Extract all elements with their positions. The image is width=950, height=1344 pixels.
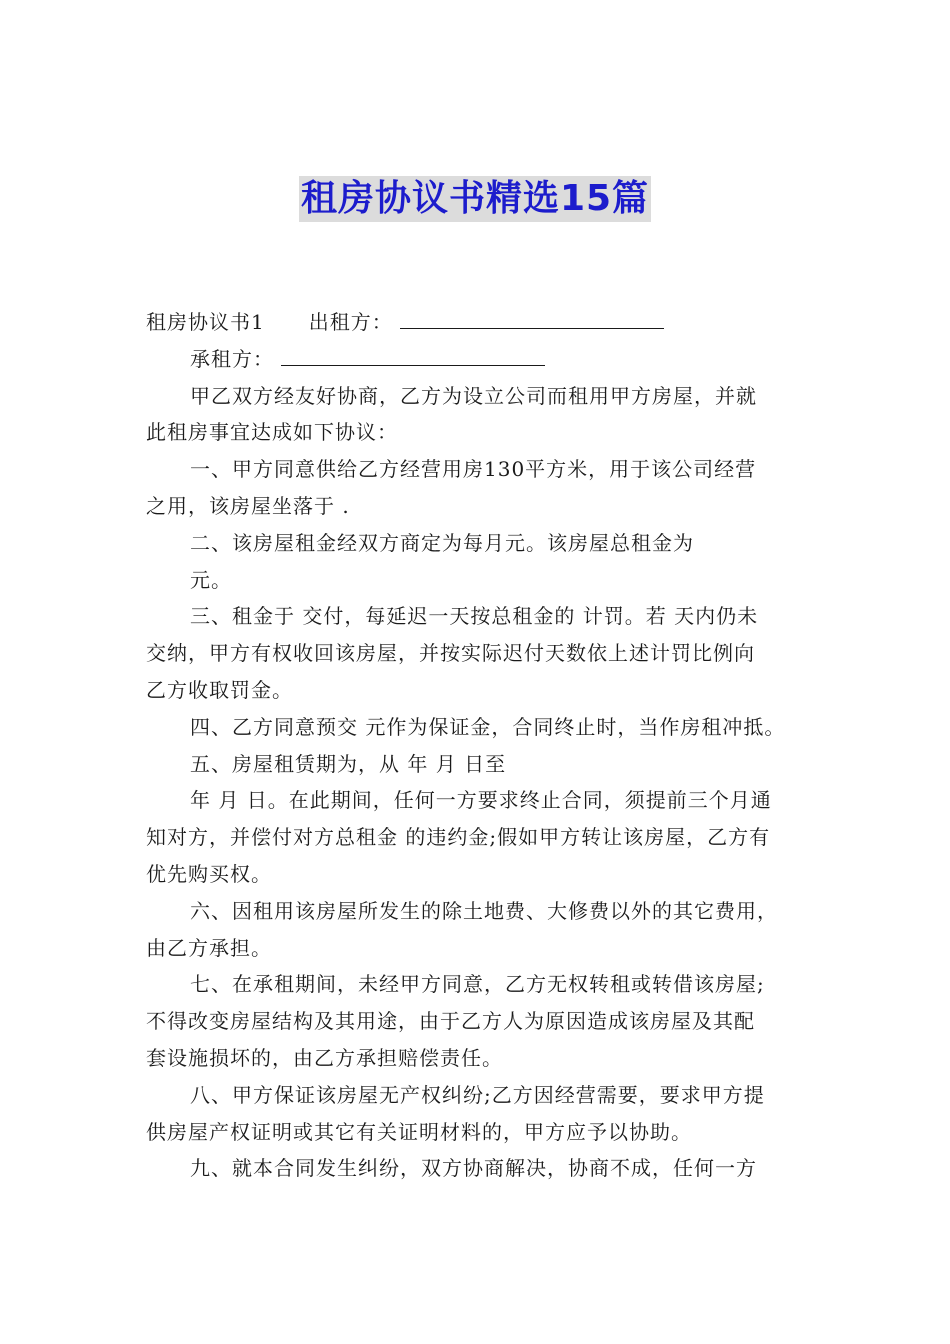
paragraph-line: 九、就本合同发生纠纷，双方协商解决，协商不成，任何一方	[190, 1156, 757, 1181]
paragraph-line: 年 月 日。在此期间，任何一方要求终止合同，须提前三个月通	[190, 788, 772, 813]
paragraph-line: 四、乙方同意预交 元作为保证金，合同终止时，当作房租冲抵。	[190, 714, 786, 739]
paragraph-line: 优先购买权。	[146, 861, 272, 886]
paragraph-line: 知对方，并偿付对方总租金 的违约金;假如甲方转让该房屋，乙方有	[146, 825, 771, 850]
paragraph-line: 之用，该房屋坐落于 .	[146, 493, 350, 518]
paragraph-line: 三、租金于 交付，每延迟一天按总租金的 计罚。若 天内仍未	[190, 604, 759, 629]
lessee-line	[146, 341, 810, 378]
paragraph-line: 七、在承租期间，未经甲方同意，乙方无权转租或转借该房屋;	[190, 972, 765, 997]
paragraph-line: 元。	[190, 567, 232, 592]
paragraph-line: 八、甲方保证该房屋无产权纠纷;乙方因经营需要，要求甲方提	[190, 1082, 765, 1107]
agreement-heading: 租房协议书1	[146, 310, 265, 334]
document-title: 租房协议书精选15篇	[299, 176, 651, 222]
paragraph-line: 由乙方承担。	[146, 935, 272, 960]
paragraph-line: 此租房事宜达成如下协议：	[146, 420, 398, 445]
paragraph-line: 不得改变房屋结构及其用途，由于乙方人为原因造成该房屋及其配	[146, 1009, 755, 1034]
title-container	[0, 176, 950, 222]
document-body	[146, 304, 810, 1187]
lessor-blank	[400, 304, 664, 329]
paragraph-line: 乙方收取罚金。	[146, 677, 293, 702]
paragraph-line: 五、房屋租赁期为，从 年 月 日至	[190, 751, 507, 776]
lessee-blank	[281, 341, 545, 366]
paragraph-line: 二、该房屋租金经双方商定为每月元。该房屋总租金为	[190, 530, 694, 555]
paragraph-line: 甲乙双方经友好协商，乙方为设立公司而租用甲方房屋，并就	[190, 383, 757, 408]
paragraph-line: 供房屋产权证明或其它有关证明材料的，甲方应予以协助。	[146, 1119, 692, 1144]
heading-line	[146, 304, 810, 341]
lessor-label: 出租方：	[308, 310, 393, 334]
paragraph-line: 交纳，甲方有权收回该房屋，并按实际迟付天数依上述计罚比例向	[146, 641, 755, 666]
paragraph-line: 一、甲方同意供给乙方经营用房130平方米，用于该公司经营	[190, 457, 757, 482]
paragraph-line: 套设施损坏的，由乙方承担赔偿责任。	[146, 1045, 503, 1070]
lessee-label: 承租方：	[190, 346, 274, 371]
paragraph-line: 六、因租用该房屋所发生的除土地费、大修费以外的其它费用，	[190, 898, 778, 923]
